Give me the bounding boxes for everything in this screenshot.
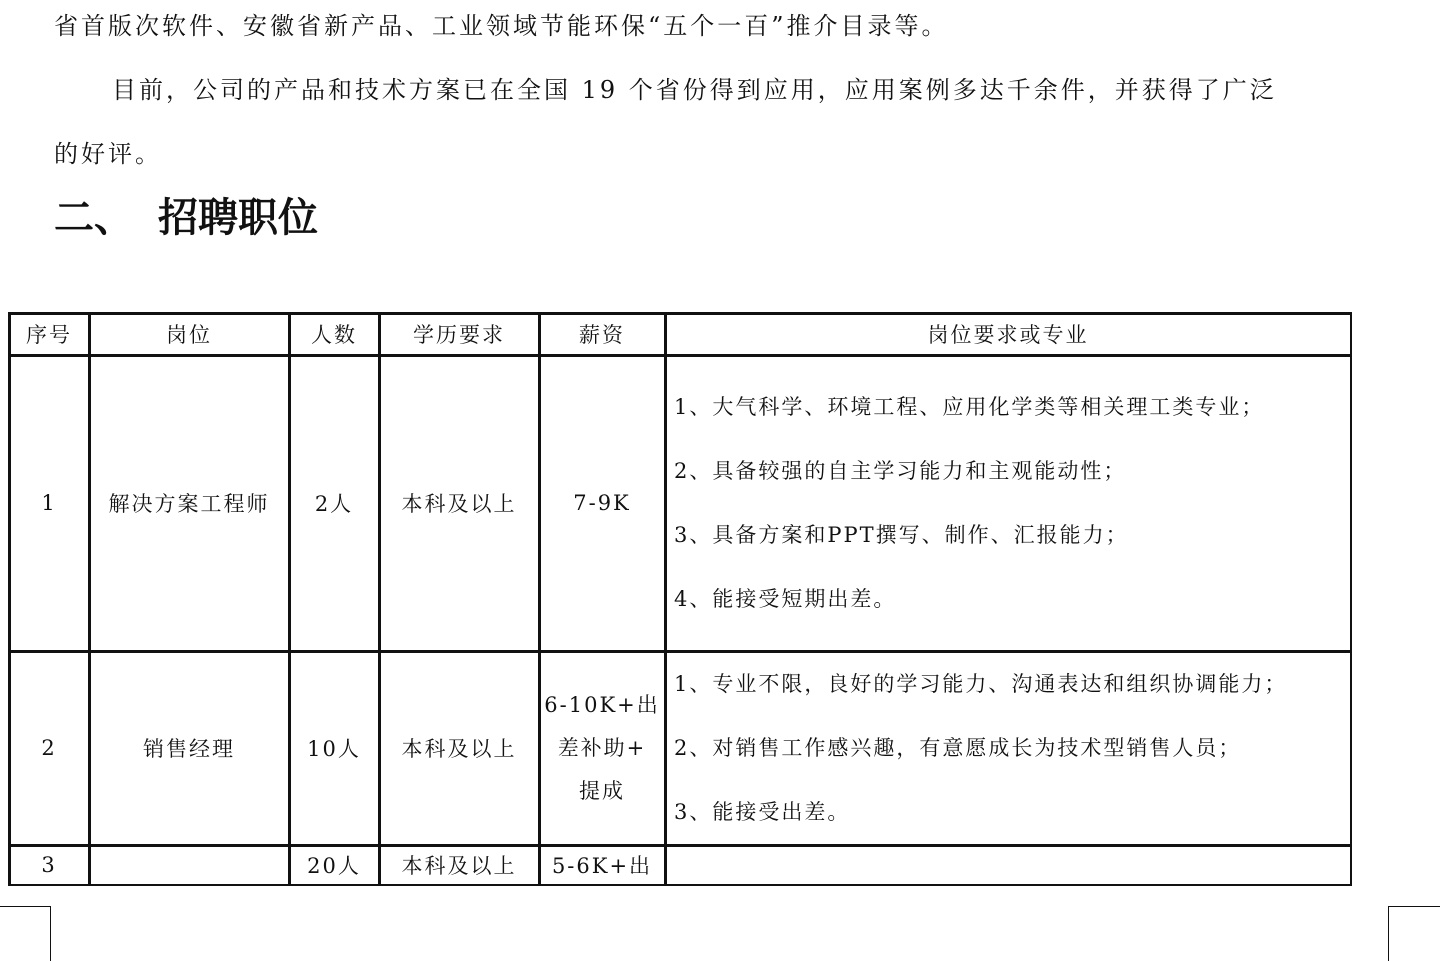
row-count: 20人 bbox=[290, 846, 380, 884]
page-corner-mark-left bbox=[0, 906, 51, 961]
row-position: 销售经理 bbox=[90, 652, 290, 846]
header-requirements: 岗位要求或专业 bbox=[666, 314, 1350, 356]
section-title: 招聘职位 bbox=[158, 195, 318, 241]
table-row bbox=[10, 356, 1350, 652]
requirement-line: 2、对销售工作感兴趣，有意愿成长为技术型销售人员； bbox=[674, 736, 1242, 760]
header-position: 岗位 bbox=[90, 314, 290, 356]
header-salary: 薪资 bbox=[540, 314, 666, 356]
salary-line: 差补助+ bbox=[557, 735, 647, 760]
table-row bbox=[10, 652, 1350, 846]
header-education: 学历要求 bbox=[380, 314, 540, 356]
requirement-line: 4、能接受短期出差。 bbox=[674, 587, 897, 611]
page-corner-mark-right bbox=[1388, 906, 1440, 961]
row-requirements bbox=[666, 652, 1350, 846]
table-header-row bbox=[10, 314, 1350, 356]
row-no: 1 bbox=[10, 356, 90, 652]
section-heading bbox=[54, 192, 318, 244]
jobs-table bbox=[8, 312, 1352, 886]
requirement-line: 1、大气科学、环境工程、应用化学类等相关理工类专业； bbox=[674, 395, 1265, 419]
section-number: 二、 bbox=[54, 195, 134, 241]
paragraph-line-3: 的好评。 bbox=[54, 140, 162, 168]
row-salary: 7-9K bbox=[540, 356, 666, 652]
header-no: 序号 bbox=[10, 314, 90, 356]
requirement-line: 2、具备较强的自主学习能力和主观能动性； bbox=[674, 459, 1127, 483]
row-position bbox=[90, 846, 290, 884]
row-position: 解决方案工程师 bbox=[90, 356, 290, 652]
requirement-line: 3、具备方案和PPT撰写、制作、汇报能力； bbox=[674, 523, 1129, 547]
row-requirements bbox=[666, 356, 1350, 652]
row-count: 10人 bbox=[290, 652, 380, 846]
row-count: 2人 bbox=[290, 356, 380, 652]
row-education: 本科及以上 bbox=[380, 846, 540, 884]
row-salary bbox=[540, 652, 666, 846]
salary-line: 6-10K+出 bbox=[544, 692, 660, 717]
requirement-line: 3、能接受出差。 bbox=[674, 800, 851, 824]
table-row bbox=[10, 846, 1350, 884]
row-education: 本科及以上 bbox=[380, 356, 540, 652]
row-requirements bbox=[666, 846, 1350, 884]
row-no: 3 bbox=[10, 846, 90, 884]
salary-line: 提成 bbox=[579, 778, 625, 803]
requirement-line: 1、专业不限，良好的学习能力、沟通表达和组织协调能力； bbox=[674, 672, 1288, 696]
header-count: 人数 bbox=[290, 314, 380, 356]
row-no: 2 bbox=[10, 652, 90, 846]
row-education: 本科及以上 bbox=[380, 652, 540, 846]
row-salary: 5-6K+出 bbox=[540, 846, 666, 884]
paragraph-line-2: 目前，公司的产品和技术方案已在全国 19 个省份得到应用，应用案例多达千余件，并获得了广泛 bbox=[112, 76, 1277, 104]
paragraph-line-1: 省首版次软件、安徽省新产品、工业领域节能环保“五个一百”推介目录等。 bbox=[54, 12, 949, 40]
